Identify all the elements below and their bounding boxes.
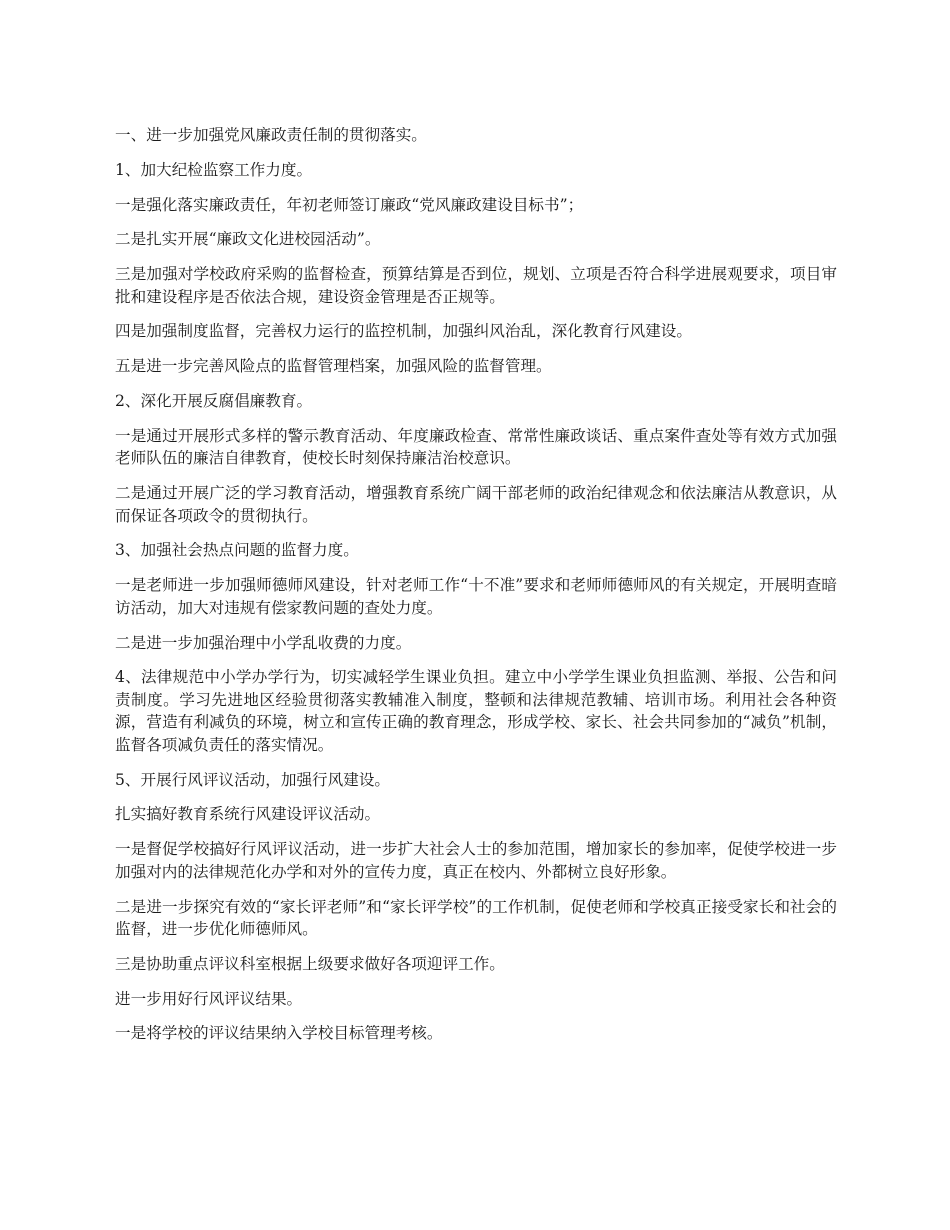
paragraph: 一是通过开展形式多样的警示教育活动、年度廉政检查、常常性廉政谈话、重点案件查处等有效方式加强老师队伍的廉洁自律教育，使校长时刻保持廉洁治校意识。	[115, 426, 837, 468]
paragraph: 扎实搞好教育系统行风建设评议活动。	[115, 805, 381, 824]
paragraph: 四是加强制度监督，完善权力运行的监控机制，加强纠风治乱，深化教育行风建设。	[115, 322, 692, 341]
paragraph: 二是进一步探究有效的“家长评老师”和“家长评学校”的工作机制，促使老师和学校真正接受家长和社会的监督，进一步优化师德师风。	[115, 897, 837, 939]
heading-section-1: 一、进一步加强党风廉政责任制的贯彻落实。	[115, 126, 427, 144]
paragraph: 二是进一步加强治理中小学乱收费的力度。	[115, 633, 412, 652]
subheading-3: 3、加强社会热点问题的监督力度。	[115, 541, 359, 560]
paragraph: 一是督促学校搞好行风评议活动，进一步扩大社会人士的参加范围，增加家长的参加率，促使学校进一步加强对内的法律规范化办学和对外的宣传力度，真正在校内、外都树立良好形象。	[115, 840, 837, 881]
subheading-5: 5、开展行风评议活动，加强行风建设。	[115, 770, 391, 789]
paragraph: 二是扎实开展“廉政文化进校园活动”。	[115, 230, 381, 249]
subheading-2: 2、深化开展反腐倡廉教育。	[115, 392, 313, 411]
paragraph: 一是老师进一步加强师德师风建设，针对老师工作“十不准”要求和老师师德师风的有关规定，开展明查暗访活动，加大对违规有偿家教问题的查处力度。	[115, 576, 837, 617]
paragraph: 一是强化落实廉政责任，年初老师签订廉政“党风廉政建设目标书”；	[115, 195, 584, 214]
subheading-4: 4、法律规范中小学办学行为，切实减轻学生课业负担。建立中小学学生课业负担监测、举报、公告和问责制度。学习先进地区经验贯彻落实教辅准入制度，整顿和法律规范教辅、培训市场。利用社会各种资源，营造有利减负的环境，树立和宣传正确的教育理念，形成学校、家长、社会共同参加的“减负”机制，监督各项减负责任的落实情况。	[115, 668, 837, 754]
subheading-1: 1、加大纪检监察工作力度。	[115, 160, 313, 179]
paragraph: 进一步用好行风评议结果。	[115, 989, 303, 1008]
paragraph: 二是通过开展广泛的学习教育活动，增强教育系统广阔干部老师的政治纪律观念和依法廉洁从教意识，从而保证各项政令的贯彻执行。	[115, 484, 837, 525]
paragraph: 三是协助重点评议科室根据上级要求做好各项迎评工作。	[115, 954, 505, 973]
paragraph: 五是进一步完善风险点的监督管理档案，加强风险的监督管理。	[115, 357, 552, 376]
document-page	[115, 124, 837, 1057]
paragraph: 三是加强对学校政府采购的监督检查，预算结算是否到位，规划、立项是否符合科学进展观要求，项目审批和建设程序是否依法合规，建设资金管理是否正规等。	[115, 265, 837, 306]
paragraph: 一是将学校的评议结果纳入学校目标管理考核。	[115, 1024, 443, 1043]
